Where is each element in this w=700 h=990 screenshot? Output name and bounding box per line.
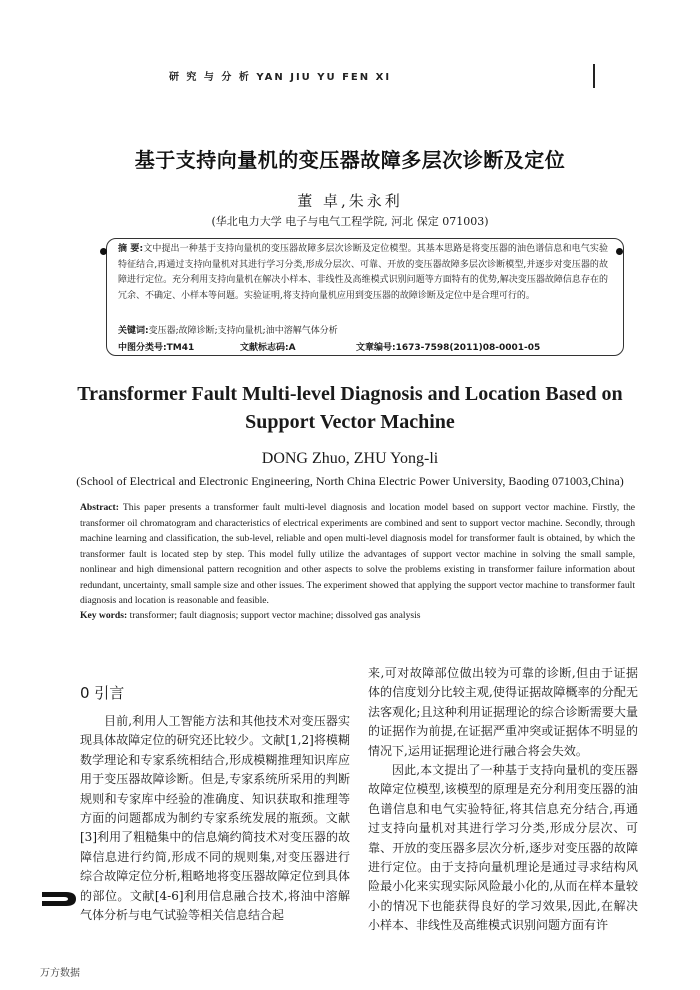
- clc-number: 中图分类号:TM41: [118, 343, 195, 353]
- right-bullet-icon: [616, 248, 623, 255]
- english-title-line1: Transformer Fault Multi-level Diagnosis and Location Based on: [77, 383, 623, 405]
- left-column-paragraph: 目前,利用人工智能方法和其他技术对变压器实现具体故障定位的研究还比较少。文献[1,2]将模糊数学理论和专家系统相结合,形成模糊推理知识库应用于变压器故障诊断。但是,专家系统所采用的判断规则和专家库中经验的准确度、知识获取和推理等方面的问题都成为制约专家系统发展的瓶颈。文献[3]利用了粗糙集中的信息熵约简技术对变压器的故障信息进行约简,形成不同的规则集,对变压器进行综合故障定位分析,粗略地将变压器故障定位到具体的部位。文献[4-6]利用信息融合技术,将油中溶解气体分析与电气试验等相关信息结合起: [80, 714, 350, 923]
- section-heading: 0 引言: [80, 684, 125, 702]
- right-column-paragraph-2: 因此,本文提出了一种基于支持向量机的变压器故障定位模型,该模型的原理是充分利用变压器的油色谱信息和电气实验特征,将其信息充分结合,再通过支持向量机对其进行学习分类,形成分层次、可靠、开放的变压器多层次分析,逐步对变压器的故障进行定位。由于支持向量机理论是通过寻求结构风险最小化来实现实际风险最小化的,从而在样本量较小的情况下也能获得良好的学习效果,因此,在解决小样本、非线性及高维模式识别问题方面有许: [368, 763, 638, 933]
- footer-watermark: 万方数据: [40, 968, 80, 979]
- chinese-authors: 董 卓,朱永利: [297, 192, 403, 210]
- english-authors: DONG Zhuo, ZHU Yong-li: [261, 450, 439, 467]
- english-abstract: [80, 500, 635, 609]
- chinese-abstract-body: 文中提出一种基于支持向量机的变压器故障多层次诊断及定位模型。其基本思路是将变压器的油色谱信息和电气实验特征结合,再通过支持向量机对其进行学习分类,形成分层次、可靠、开放的变压器故障多层次诊断模型,并逐步对变压器的故障进行定位。充分利用支持向量机在解决小样本、非线性及高维模式识别问题等方面特有的优势,解决变压器故障信息存在的冗余、不确定、小样本等问题。实验证明,将支持向量机应用到变压器的故障诊断及定位中是合理可行的。: [118, 244, 608, 301]
- document-code: 文献标志码:A: [240, 343, 296, 353]
- chinese-title: 基于支持向量机的变压器故障多层次诊断及定位: [134, 148, 566, 172]
- english-keywords-label: Key words:: [80, 610, 128, 621]
- right-column: [368, 664, 638, 936]
- english-keywords: [80, 610, 635, 621]
- chinese-abstract: [118, 242, 608, 304]
- english-keywords-value: transformer; fault diagnosis; support vector machine; dissolved gas analysis: [129, 610, 421, 621]
- article-number: 文章编号:1673-7598(2011)08-0001-05: [356, 343, 541, 353]
- chinese-keywords: [118, 323, 608, 336]
- left-bullet-icon: [100, 248, 107, 255]
- running-header: 研 究 与 分 析 YAN JIU YU FEN XI: [168, 72, 392, 83]
- chinese-keywords-label: 关键词:: [118, 326, 149, 336]
- english-abstract-body: This paper presents a transformer fault multi-level diagnosis and location model based on support vector machine. Firstly, the transformer oil chromatogram and characteristics of electrical experiments are combined and sent to support vector machine. Secondly, through machine learning and classification, the sub-level, reliable and open multi-level diagnosis model for transformer fault is obtained, by which the transformer fault is located step by step. This model fully utilize the advantages of support vector machine in solving the small sample, nonlinear and high dimensional pattern recognition and other aspects to solve the problems existing in transformer failure information about redundant, uncertainty, small sample size and other issues. The experiment showed that applying the support vector machine to transformer fault diagnosis and location is reasonable and feasible.: [80, 502, 635, 606]
- chinese-abstract-label: 摘 要:: [118, 244, 144, 254]
- english-affiliation: (School of Electrical and Electronic Engineering, North China Electric Power University, Baoding 071003,China): [76, 474, 624, 488]
- english-title-line2: Support Vector Machine: [245, 411, 455, 433]
- right-column-paragraph-1: 来,可对故障部位做出较为可靠的诊断,但由于证据体的信度划分比较主观,使得证据故障概率的分配无法客观化;且这种利用证据理论的综合诊断需要大量的证据作为前提,在证据严重冲突或证据体不明显的情况下,运用证据理论进行融合将会失效。: [368, 666, 638, 758]
- classification-line: [118, 340, 608, 353]
- chinese-affiliation: (华北电力大学 电子与电气工程学院, 河北 保定 071003): [211, 215, 489, 228]
- publisher-logo-icon: [40, 888, 80, 910]
- header-divider: [593, 64, 595, 88]
- english-title: [60, 380, 640, 436]
- chinese-keywords-value: 变压器;故障诊断;支持向量机;油中溶解气体分析: [148, 326, 338, 336]
- english-abstract-label: Abstract:: [80, 502, 119, 513]
